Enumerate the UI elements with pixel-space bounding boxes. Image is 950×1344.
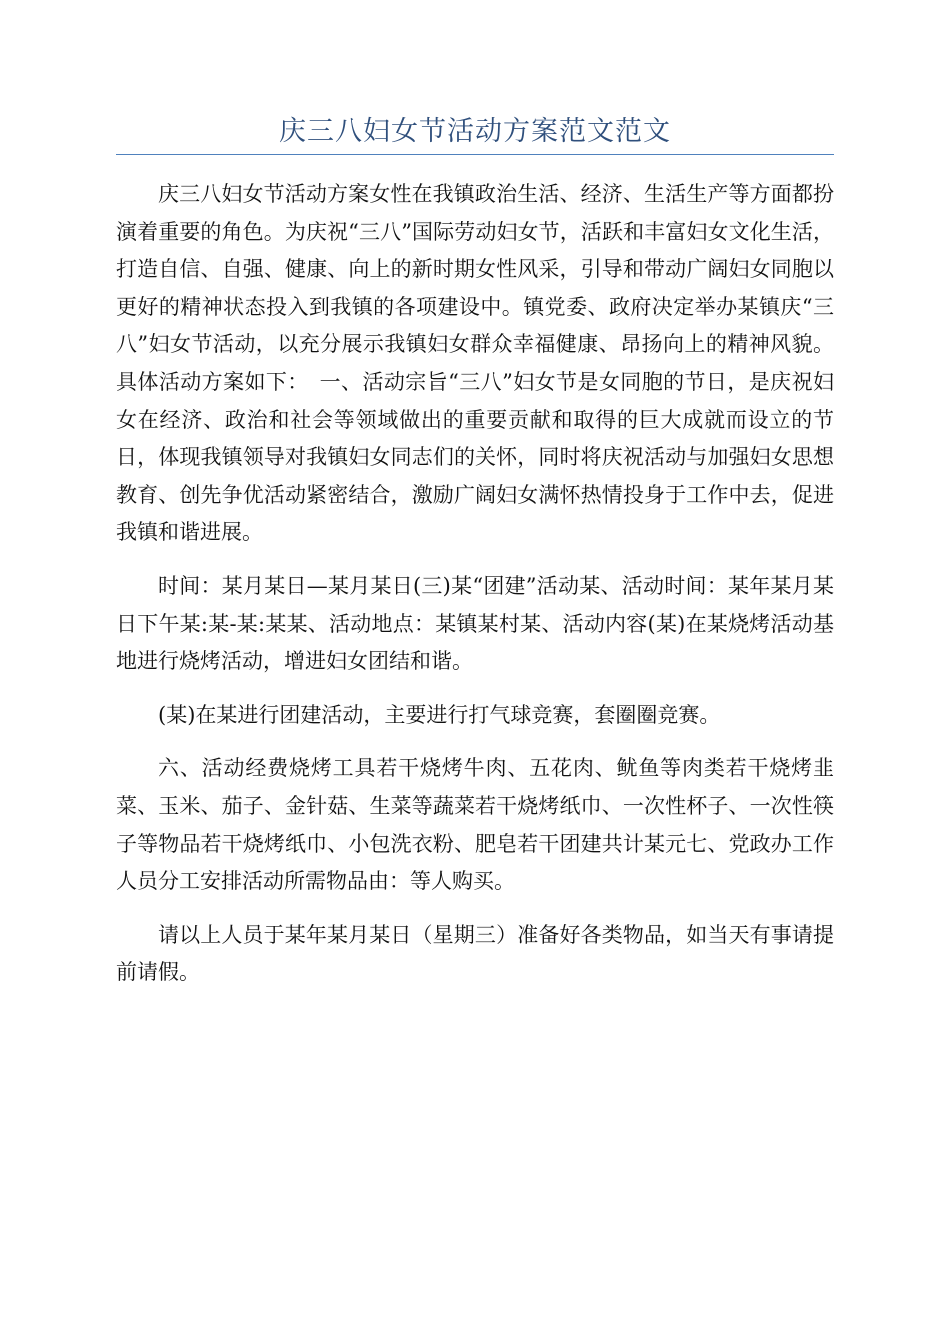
paragraph-budget: 六、活动经费烧烤工具若干烧烤牛肉、五花肉、鱿鱼等肉类若干烧烤韭菜、玉米、茄子、金针菇、生菜等蔬菜若干烧烤纸巾、一次性杯子、一次性筷子等物品若干烧烤纸巾、小包洗衣粉、肥皂若干团建共计某元七、党政办工作人员分工安排活动所需物品由：等人购买。 [116, 756, 834, 894]
paragraph-intro: 庆三八妇女节活动方案女性在我镇政治生活、经济、生活生产等方面都扮演着重要的角色。为庆祝“三八”国际劳动妇女节，活跃和丰富妇女文化生活，打造自信、自强、健康、向上的新时期女性风采，引导和带动广阔妇女同胞以更好的精神状态投入到我镇的各项建设中。镇党委、政府决定举办某镇庆“三八”妇女节活动，以充分展示我镇妇女群众幸福健康、昂扬向上的精神风貌。具体活动方案如下： 一、活动宗旨“三八”妇女节是女同胞的节日，是庆祝妇女在经济、政治和社会等领域做出的重要贡献和取得的巨大成就而设立的节日，体现我镇领导对我镇妇女同志们的关怀，同时将庆祝活动与加强妇女思想教育、创先争优活动紧密结合，激励广阔妇女满怀热情投身于工作中去，促进我镇和谐进展。 [116, 182, 834, 545]
document-title: 庆三八妇女节活动方案范文范文 [279, 116, 671, 147]
paragraph-team-building: (某)在某进行团建活动，主要进行打气球竞赛，套圈圈竞赛。 [158, 702, 721, 727]
document-body [116, 176, 834, 1008]
paragraph-notice: 请以上人员于某年某月某日（星期三）准备好各类物品，如当天有事请提前请假。 [116, 922, 834, 985]
title-underline [116, 154, 834, 155]
paragraph-time-location: 时间：某月某日—某月某日(三)某“团建”活动某、活动时间：某年某月某日下午某:某-某:某某、活动地点：某镇某村某、活动内容(某)在某烧烤活动基地进行烧烤活动，增进妇女团结和谐。 [116, 573, 834, 674]
